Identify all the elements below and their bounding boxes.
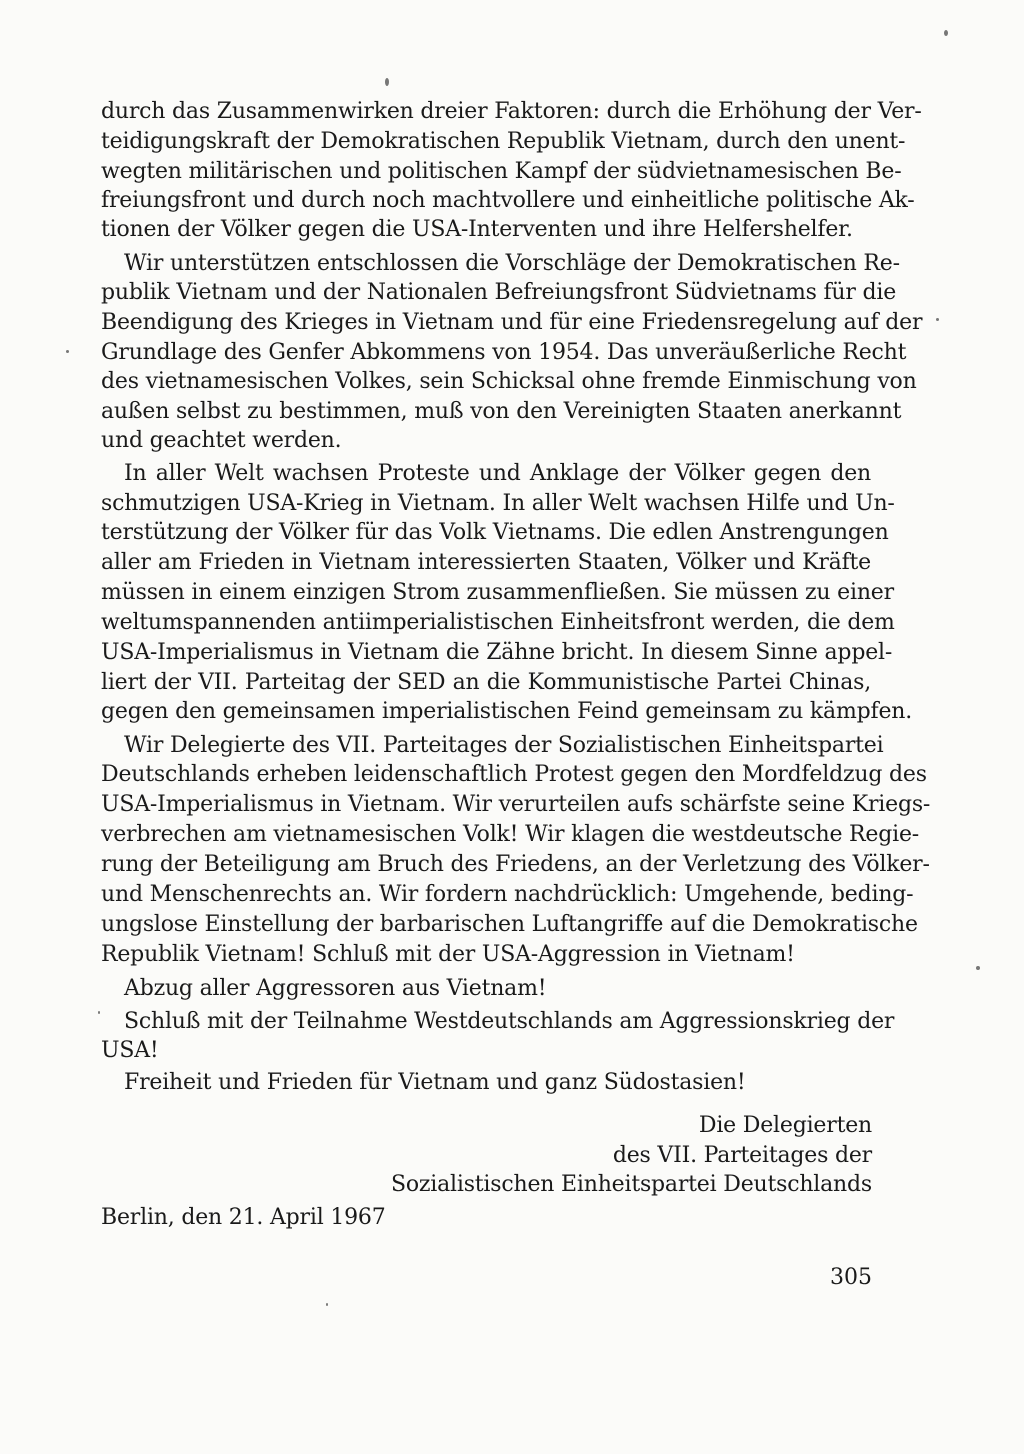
signature-line: Die Delegierten: [698, 1113, 872, 1138]
body-line: Republik Vietnam! Schluß mit der USA-Aggression in Vietnam!: [101, 942, 795, 967]
scan-speck: [936, 318, 939, 321]
slogan-line: USA!: [101, 1038, 159, 1063]
body-line: und Menschenrechts an. Wir fordern nachdrücklich: Umgehende, beding-: [101, 882, 914, 907]
slogan-line: Schluß mit der Teilnahme Westdeutschlands am Aggressionskrieg der: [124, 1009, 895, 1034]
scan-speck: [976, 966, 980, 970]
body-line: rung der Beteiligung am Bruch des Friedens, an der Verletzung des Völker-: [101, 852, 930, 877]
scan-speck: [66, 350, 69, 353]
paragraph-start-line: In aller Welt wachsen Proteste und Anklage der Völker gegen den: [124, 461, 871, 486]
body-line: und geachtet werden.: [101, 428, 342, 453]
page-number: 305: [830, 1265, 872, 1290]
scan-speck: [98, 1011, 100, 1014]
body-line: teidigungskraft der Demokratischen Republik Vietnam, durch den unent-: [101, 129, 906, 154]
slogan-line: Abzug aller Aggressoren aus Vietnam!: [124, 976, 547, 1001]
body-line: ungslose Einstellung der barbarischen Luftangriffe auf die Demokratische: [101, 912, 918, 937]
signature-line: Sozialistischen Einheitspartei Deutschlands: [390, 1172, 872, 1197]
body-line: verbrechen am vietnamesischen Volk! Wir klagen die westdeutsche Regie-: [101, 822, 920, 847]
paragraph-start-line: Wir Delegierte des VII. Parteitages der Sozialistischen Einheitspartei: [124, 733, 884, 758]
body-line: liert der VII. Parteitag der SED an die Kommunistische Partei Chinas,: [101, 670, 871, 695]
place-date: Berlin, den 21. April 1967: [101, 1205, 386, 1230]
signature-line: des VII. Parteitages der: [612, 1143, 872, 1168]
body-line: USA-Imperialismus in Vietnam. Wir verurteilen aufs schärfste seine Kriegs-: [101, 792, 931, 817]
body-line: Deutschlands erheben leidenschaftlich Protest gegen den Mordfeldzug des: [101, 762, 927, 787]
body-line: schmutzigen USA-Krieg in Vietnam. In aller Welt wachsen Hilfe und Un-: [101, 491, 895, 516]
body-line: wegten militärischen und politischen Kampf der südvietnamesischen Be-: [101, 159, 902, 184]
body-line: müssen in einem einzigen Strom zusammenfließen. Sie müssen zu einer: [101, 580, 894, 605]
body-line: USA-Imperialismus in Vietnam die Zähne bricht. In diesem Sinne appel-: [101, 640, 893, 665]
body-line: gegen den gemeinsamen imperialistischen Feind gemeinsam zu kämpfen.: [101, 699, 913, 724]
slogan-line: Freiheit und Frieden für Vietnam und ganz Südostasien!: [124, 1070, 746, 1095]
paragraph-start-line: Wir unterstützen entschlossen die Vorschläge der Demokratischen Re-: [124, 251, 900, 276]
body-line: des vietnamesischen Volkes, sein Schicksal ohne fremde Einmischung von: [101, 369, 917, 394]
body-line: außen selbst zu bestimmen, muß von den Vereinigten Staaten anerkannt: [101, 399, 902, 424]
body-line: publik Vietnam und der Nationalen Befreiungsfront Südvietnams für die: [101, 280, 897, 305]
body-line: weltumspannenden antiimperialistischen Einheitsfront werden, die dem: [101, 610, 895, 635]
body-line: Grundlage des Genfer Abkommens von 1954. Das unveräußerliche Recht: [101, 340, 907, 365]
body-line: Beendigung des Krieges in Vietnam und für eine Friedensregelung auf der: [101, 310, 923, 335]
scan-speck: [326, 1303, 328, 1306]
body-line: terstützung der Völker für das Volk Vietnams. Die edlen Anstrengungen: [101, 520, 889, 545]
body-line: aller am Frieden in Vietnam interessierten Staaten, Völker und Kräfte: [101, 550, 871, 575]
scan-speck: [944, 30, 948, 36]
scan-speck: [385, 78, 389, 86]
body-line: durch das Zusammenwirken dreier Faktoren: durch die Erhöhung der Ver-: [101, 99, 922, 124]
body-line: tionen der Völker gegen die USA-Interventen und ihre Helfershelfer.: [101, 217, 853, 242]
body-line: freiungsfront und durch noch machtvollere und einheitliche politische Ak-: [101, 188, 915, 213]
